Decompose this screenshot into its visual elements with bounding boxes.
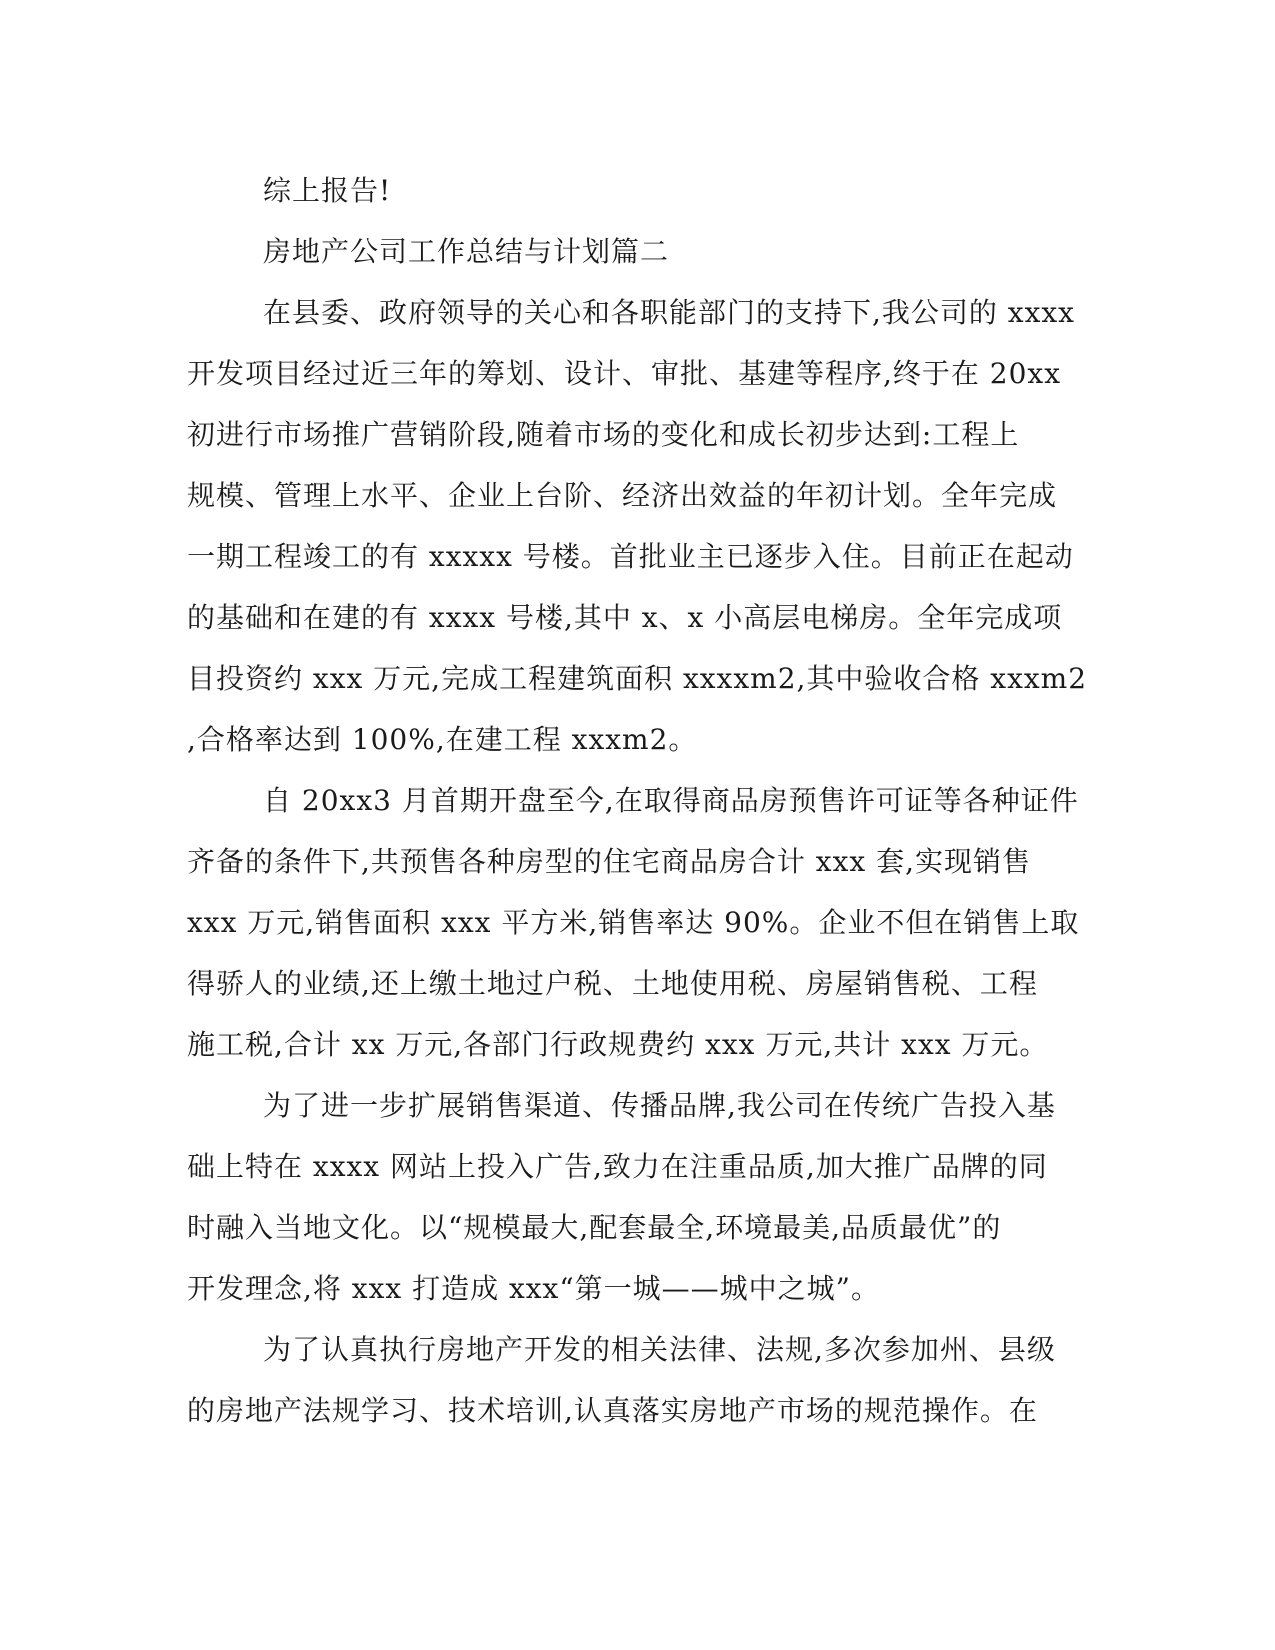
paragraph-2-line: 施工税,合计 xx 万元,各部门行政规费约 xxx 万元,共计 xxx 万元。 bbox=[187, 1028, 1049, 1061]
paragraph-4-line: 的房地产法规学习、技术培训,认真落实房地产市场的规范操作。在 bbox=[187, 1394, 1038, 1427]
paragraph-3-line: 为了进一步扩展销售渠道、传播品牌,我公司在传统广告投入基 bbox=[263, 1089, 1056, 1122]
paragraph-1-line: 一期工程竣工的有 xxxxx 号楼。首批业主已逐步入住。目前正在起动 bbox=[187, 540, 1074, 573]
paragraph-1-line: 初进行市场推广营销阶段,随着市场的变化和成长初步达到:工程上 bbox=[187, 418, 1020, 451]
paragraph-1-line: 的基础和在建的有 xxxx 号楼,其中 x、x 小高层电梯房。全年完成项 bbox=[187, 601, 1063, 634]
paragraph-1-line: 在县委、政府领导的关心和各职能部门的支持下,我公司的 xxxx bbox=[263, 296, 1075, 329]
paragraph-3-line: 开发理念,将 xxx 打造成 xxx“第一城——城中之城”。 bbox=[187, 1272, 880, 1305]
paragraph-3-line: 时融入当地文化。以“规模最大,配套最全,环境最美,品质最优”的 bbox=[187, 1211, 1002, 1244]
paragraph-4-line: 为了认真执行房地产开发的相关法律、法规,多次参加州、县级 bbox=[263, 1333, 1056, 1366]
paragraph-2-line: 齐备的条件下,共预售各种房型的住宅商品房合计 xxx 套,实现销售 bbox=[187, 845, 1031, 878]
paragraph-2-line: 得骄人的业绩,还上缴土地过户税、土地使用税、房屋销售税、工程 bbox=[187, 967, 1038, 1000]
paragraph-1-line: 目投资约 xxx 万元,完成工程建筑面积 xxxxm2,其中验收合格 xxxm2 bbox=[187, 662, 1088, 695]
paragraph-2-line: 自 20xx3 月首期开盘至今,在取得商品房预售许可证等各种证件 bbox=[263, 784, 1079, 817]
paragraph-2-line: xxx 万元,销售面积 xxx 平方米,销售率达 90%。企业不但在销售上取 bbox=[187, 906, 1080, 939]
paragraph-3-line: 础上特在 xxxx 网站上投入广告,致力在注重品质,加大推广品牌的同 bbox=[187, 1150, 1048, 1183]
paragraph-1-line: 开发项目经过近三年的筹划、设计、审批、基建等程序,终于在 20xx bbox=[187, 357, 1062, 390]
paragraph-1-line: 规模、管理上水平、企业上台阶、经济出效益的年初计划。全年完成 bbox=[187, 479, 1058, 512]
document-body bbox=[187, 160, 1087, 1441]
section-heading: 房地产公司工作总结与计划篇二 bbox=[263, 235, 670, 268]
paragraph-1-line: ,合格率达到 100%,在建工程 xxxm2。 bbox=[187, 723, 698, 756]
closing-line: 综上报告! bbox=[263, 174, 392, 207]
